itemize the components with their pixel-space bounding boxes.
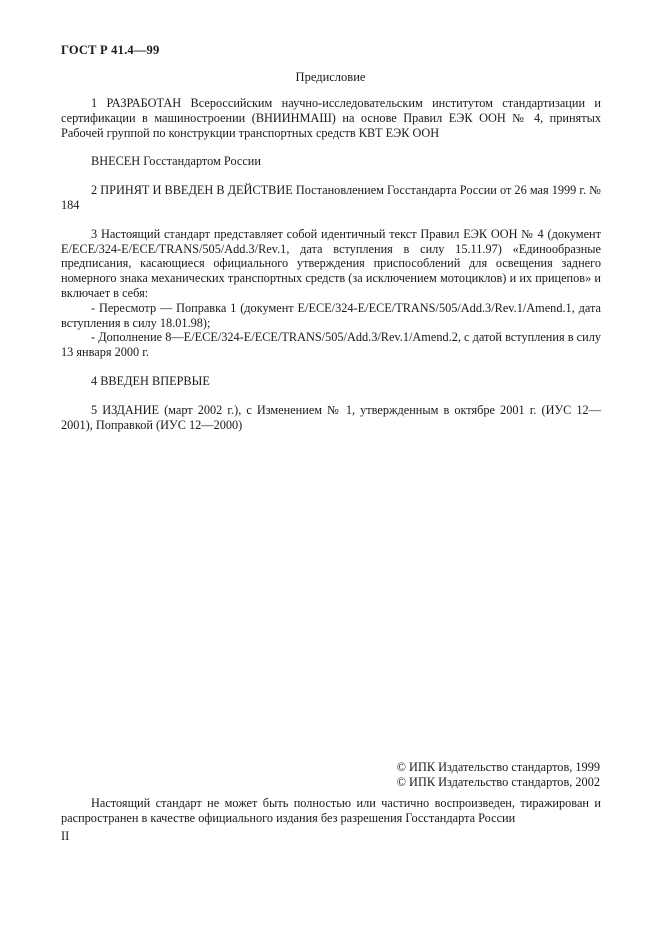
- section-title: Предисловие: [295, 70, 366, 84]
- reproduction-notice: Настоящий стандарт не может быть полностью или частично воспроизведен, тиражирован и распространен в качестве официального издания без разрешения Госстандарта России: [61, 796, 601, 825]
- preface-content: [61, 96, 601, 446]
- copyright-line-1999: © ИПК Издательство стандартов, 1999: [396, 760, 600, 774]
- paragraph-identical-text-supplement-8: - Дополнение 8—E/ECE/324-E/ECE/TRANS/505/Add.3/Rev.1/Amend.2, с датой вступления в силу 13 января 2000 г.: [61, 330, 601, 360]
- document-code-header: ГОСТ Р 41.4—99: [61, 43, 160, 57]
- paragraph-introduced: ВНЕСЕН Госстандартом России: [91, 154, 261, 169]
- paragraph-identical-text-amendment-1: - Пересмотр — Поправка 1 (документ E/ECE/324-E/ECE/TRANS/505/Add.3/Rev.1/Amend.1, дата вступления в силу 18.01.98);: [61, 300, 601, 330]
- copyright-line-2002: © ИПК Издательство стандартов, 2002: [396, 775, 600, 789]
- paragraph-identical-text: [61, 227, 601, 360]
- paragraph-developed: 1 РАЗРАБОТАН Всероссийским научно-исследовательским институтом стандартизации и сертификации в машиностроении (ВНИИНМАШ) на основе Правил ЕЭК ООН № 4, принятых Рабочей группой по конструкции транспортных средств КВТ ЕЭК ООН: [61, 96, 601, 140]
- page-number: II: [61, 829, 70, 843]
- paragraph-identical-text-intro: 3 Настоящий стандарт представляет собой идентичный текст Правил ЕЭК ООН № 4 (документ E/ECE/324-E/ECE/TRANS/505/Add.3/Rev.1, дата вступления в силу 15.11.97) «Единообразные предписания, касающиеся официального утверждения приспособлений для освещения заднего номерного знака механических транспортных средств (за исключением мотоциклов) и их прицепов» и включает в себя:: [61, 226, 601, 300]
- paragraph-first-introduced: 4 ВВЕДЕН ВПЕРВЫЕ: [91, 373, 210, 388]
- copyright-block: [397, 760, 600, 790]
- paragraph-adopted: 2 ПРИНЯТ И ВВЕДЕН В ДЕЙСТВИЕ Постановлением Госстандарта России от 26 мая 1999 г. № 184: [61, 183, 601, 212]
- paragraph-edition: 5 ИЗДАНИЕ (март 2002 г.), с Изменением № 1, утвержденным в октябре 2001 г. (ИУС 12—2001), Поправкой (ИУС 12—2000): [61, 402, 601, 432]
